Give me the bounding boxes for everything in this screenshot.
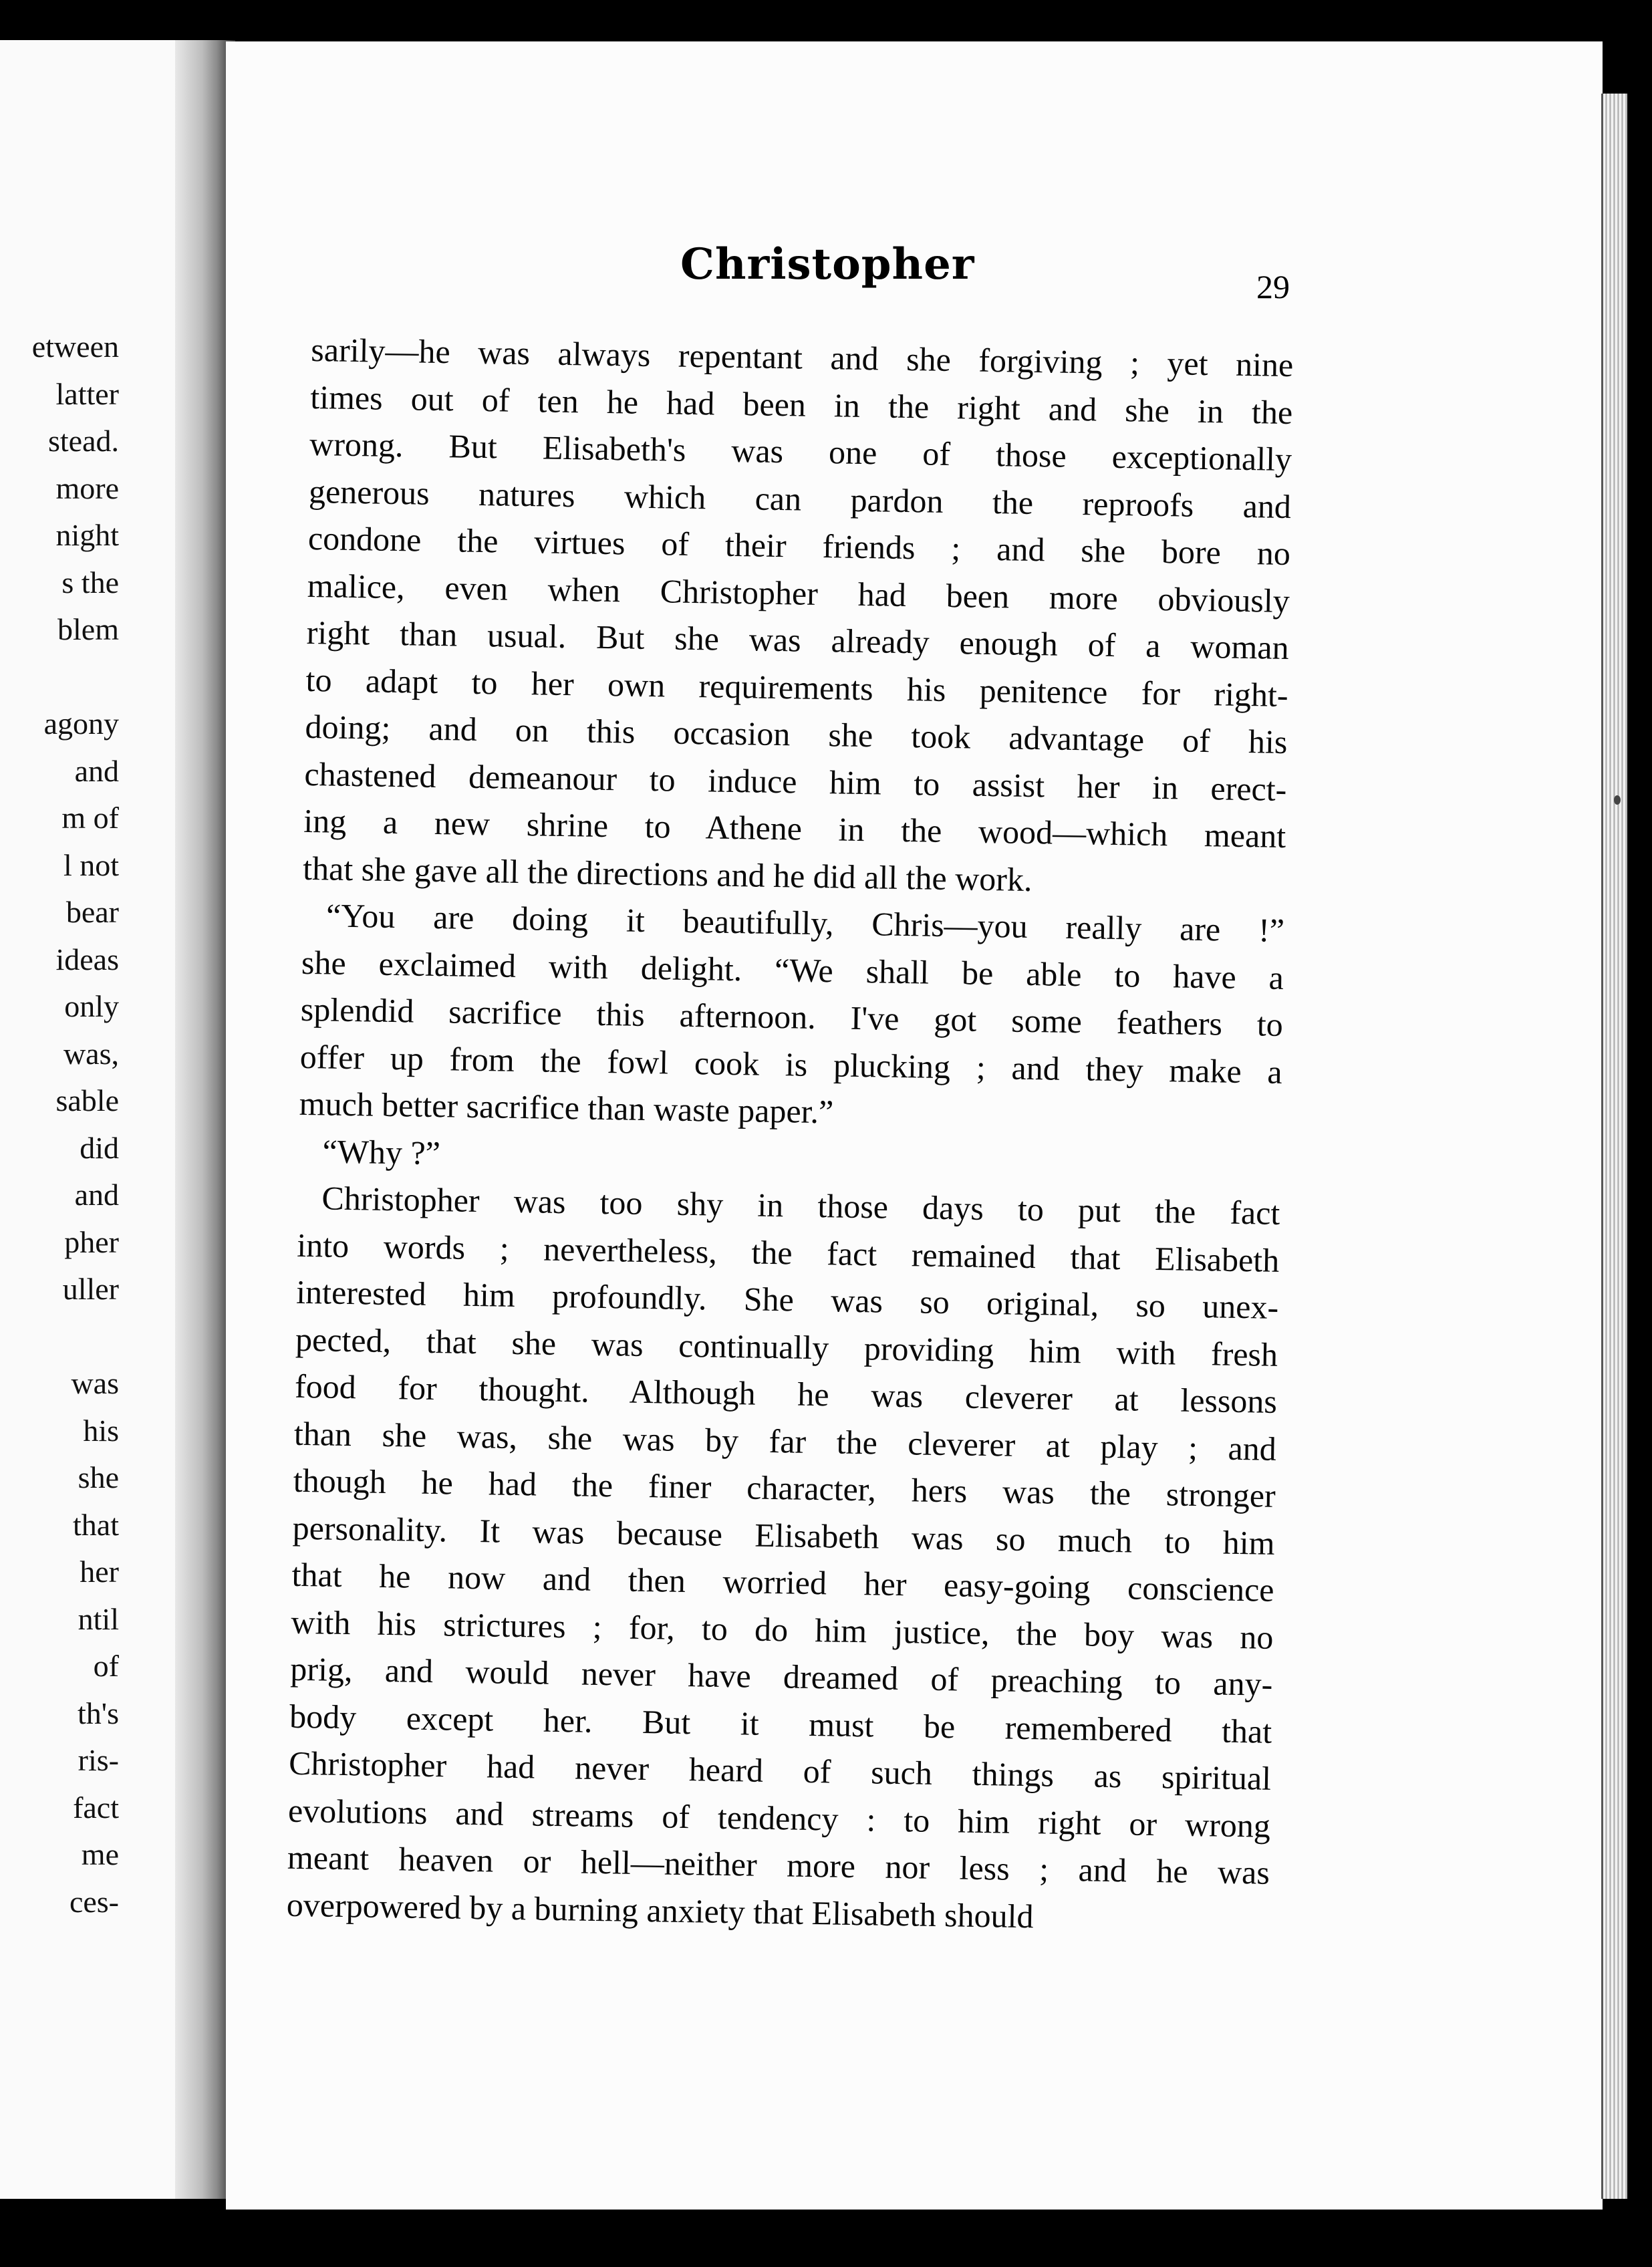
body-line: generous natures which can pardon the reproofs and [308,472,1292,525]
left-page-line: pher [64,1224,119,1259]
body-line: interested him profoundly. She was so original, so unex- [295,1273,1279,1326]
body-line: that she gave all the directions and he did all the work. [302,849,1032,898]
body-line: meant heaven or hell—neither more nor less ; and he was [287,1838,1270,1891]
left-page-line: his [83,1413,119,1448]
page-number: 29 [1256,268,1290,305]
body-line: food for thought. Although he was cleverer at lessons [294,1367,1278,1420]
body-line: doing; and on this occasion she took advantage of his [305,707,1288,761]
left-page-line: that [73,1507,119,1542]
body-line: “Why ?” [322,1131,441,1172]
body-line: “You are doing it beautifully, Chris—you really are !” [325,896,1285,949]
left-page-line: ris- [78,1743,119,1777]
left-page-line: s the [61,565,119,599]
body-line: right than usual. But she was already enough of a woman [306,613,1290,667]
left-page-text-fragments [0,323,119,1925]
body-line: though he had the finer character, hers was the stronger [293,1461,1276,1514]
body-line: times out of ten he had been in the right and she in the [309,378,1293,431]
body-line: that he now and then worried her easy-going conscience [291,1555,1274,1609]
left-page-line [0,654,119,701]
left-page-line: blem [57,612,119,646]
left-page-line: etween [31,329,119,364]
body-line: much better sacrifice than waste paper.” [299,1084,834,1131]
body-line: she exclaimed with delight. “We shall be able to have a [301,943,1284,996]
left-page-line: bear [65,895,119,929]
left-page-line: agony [43,706,119,741]
body-line: ing a new shrine to Athene in the wood—which meant [303,801,1286,855]
running-head: Christopher [680,239,975,289]
left-page-line: her [80,1555,119,1589]
left-page-line: was, [63,1036,119,1071]
left-page-line: uller [62,1272,119,1306]
left-page-line: she [78,1460,119,1494]
body-line: pected, that she was continually providing him with fresh [295,1320,1278,1373]
left-page-line: of [93,1649,119,1683]
page-edge-stack [1601,94,1627,2199]
body-line: prig, and would never have dreamed of preaching to any- [290,1649,1273,1703]
body-line: condone the virtues of their friends ; and she bore no [307,519,1291,573]
body-text [286,326,1293,1944]
body-line: overpowered by a burning anxiety that Elisabeth should [286,1885,1034,1935]
body-line: sarily—he was always repentant and she forgiving ; yet nine [311,330,1294,384]
left-page-line: ces- [69,1884,119,1919]
body-line: malice, even when Christopher had been more obviously [307,566,1290,620]
left-facing-page [0,40,202,2199]
left-page-line: fact [73,1790,119,1825]
left-page-line: th's [78,1696,119,1730]
body-line: personality. It was because Elisabeth was so much to him [292,1508,1276,1562]
left-page-line: ideas [55,942,119,976]
left-page-line: and [74,1178,119,1212]
left-page-line [0,1313,119,1361]
left-page-line: and [74,753,119,788]
body-line: into words ; nevertheless, the fact remained that Elisabeth [296,1226,1280,1279]
left-page-line: did [80,1130,119,1165]
left-page-line: sable [55,1083,119,1117]
left-page-line: latter [55,376,119,411]
body-line: wrong. But Elisabeth's was one of those exceptionally [309,424,1292,479]
body-line: splendid sacrifice this afternoon. I've got some feathers to [300,990,1284,1043]
left-page-line: ntil [78,1601,119,1636]
left-page-line: m of [61,801,119,835]
left-page-line: stead. [47,424,119,458]
left-page-line: was [71,1366,119,1400]
body-line: chastened demeanour to induce him to assist her in erect- [304,755,1287,808]
body-line: body except her. But it must be remembered that [289,1697,1272,1750]
body-line: Christopher had never heard of such things as spiritual [288,1744,1272,1797]
body-line: to adapt to her own requirements his penitence for right- [305,660,1288,714]
body-line: Christopher was too shy in those days to put the fact [321,1179,1280,1232]
left-page-line: night [55,518,119,552]
body-line: offer up from the fowl cook is plucking ; and they make a [299,1037,1283,1091]
body-line: with his strictures ; for, to do him justice, the boy was no [291,1603,1274,1656]
left-page-line: l not [63,847,119,882]
body-line: evolutions and streams of tendency : to him right or wrong [287,1791,1271,1845]
left-page-line: me [81,1837,119,1871]
scan-speck [682,0,699,15]
scan-speck [1614,795,1621,805]
body-line: than she was, she was by far the cleverer at play ; and [293,1414,1277,1468]
left-page-line: only [64,989,119,1023]
left-page-line: more [55,471,119,505]
